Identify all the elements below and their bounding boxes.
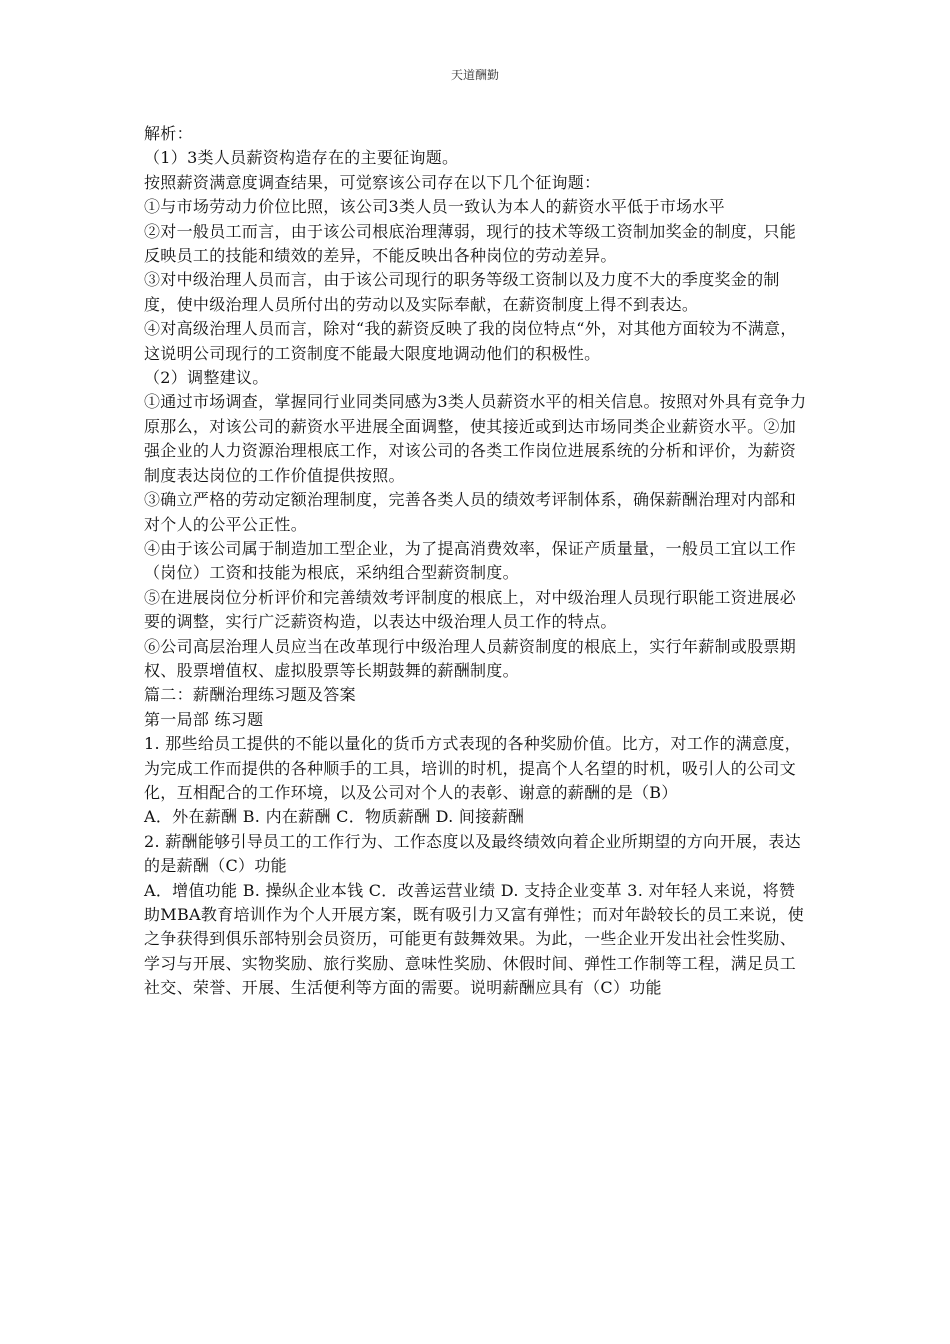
paragraph: ③对中级治理人员而言，由于该公司现行的职务等级工资制以及力度不大的季度奖金的制度，使中级治理人员所付出的劳动以及实际奉献，在薪资制度上得不到表达。 (144, 270, 780, 314)
page-header: 天道酬勤 (450, 68, 499, 82)
paragraph: （2）调整建议。 (144, 368, 269, 388)
paragraph: 解析： (144, 124, 193, 143)
section-title: 篇二：薪酬治理练习题及答案 (144, 685, 356, 705)
question: 1. 那些给员工提供的不能以量化的货币方式表现的各种奖励价值。比方，对工作的满意度，为完成工作而提供的各种顺手的工具，培训的时机，提高个人名望的时机，吸引人的公司文化，互相配合的工作环境，以及公司对个人的表彰、谢意的薪酬的是（B） (144, 734, 801, 802)
answer-options: A．增值功能 B. 操纵企业本钱 C．改善运营业绩 D. 支持企业变革 3. 对年轻人来说，将赞助MBA教育培训作为个人开展方案，既有吸引力又富有弹性；而对年龄较长的员工来说，使之争获得到俱乐部特别会员资历，可能更有鼓舞效果。为此，一些企业开发出社会性奖励、学习与开展、实物奖励、旅行奖励、意味性奖励、休假时间、弹性工作制等工程，满足员工社交、荣誉、开展、生活便利等方面的需要。说明薪酬应具有（C）功能 (144, 880, 804, 998)
paragraph: ③确立严格的劳动定额治理制度，完善各类人员的绩效考评制体系，确保薪酬治理对内部和对个人的公平公正性。 (144, 490, 797, 534)
paragraph: ②对一般员工而言，由于该公司根底治理薄弱，现行的技术等级工资制加奖金的制度，只能反映员工的技能和绩效的差异，不能反映出各种岗位的劳动差异。 (144, 221, 797, 266)
paragraph: ①通过市场调查，掌握同行业同类同感为3类人员薪资水平的相关信息。按照对外具有竞争力原那么，对该公司的薪资水平进展全面调整，使其接近或到达市场同类企业薪资水平。②加强企业的人力资源治理根底工作，对该公司的各类工作岗位进展系统的分析和评价，为薪资制度表达岗位的工作价值提供按照。 (144, 392, 807, 485)
paragraph: ⑤在进展岗位分析评价和完善绩效考评制度的根底上，对中级治理人员现行职能工资进展必要的调整，实行广泛薪资构造，以表达中级治理人员工作的特点。 (144, 587, 797, 632)
section-subtitle: 第一局部 练习题 (144, 709, 264, 729)
question: 2. 薪酬能够引导员工的工作行为、工作态度以及最终绩效向着企业所期望的方向开展，表达的是薪酬（C）功能 (144, 831, 801, 876)
document-body (144, 122, 808, 1001)
paragraph: （1）3类人员薪资构造存在的主要征询题。 (144, 148, 459, 168)
paragraph: 按照薪资满意度调查结果，可觉察该公司存在以下几个征询题： (144, 172, 601, 192)
paragraph: ⑥公司高层治理人员应当在改革现行中级治理人员薪资制度的根底上，实行年薪制或股票期权、股票增值权、虚拟股票等长期鼓舞的薪酬制度。 (144, 636, 797, 680)
paragraph: ④由于该公司属于制造加工型企业，为了提高消费效率，保证产质量量，一般员工宜以工作（岗位）工资和技能为根底，采纳组合型薪资制度。 (144, 538, 797, 583)
paragraph: ④对高级治理人员而言，除对“我的薪资反映了我的岗位特点“外，对其他方面较为不满意，这说明公司现行的工资制度不能最大限度地调动他们的积极性。 (144, 319, 797, 363)
answer-options: A．外在薪酬 B. 内在薪酬 C．物质薪酬 D. 间接薪酬 (144, 807, 525, 827)
paragraph: ①与市场劳动力价位比照，该公司3类人员一致认为本人的薪资水平低于市场水平 (144, 197, 725, 217)
